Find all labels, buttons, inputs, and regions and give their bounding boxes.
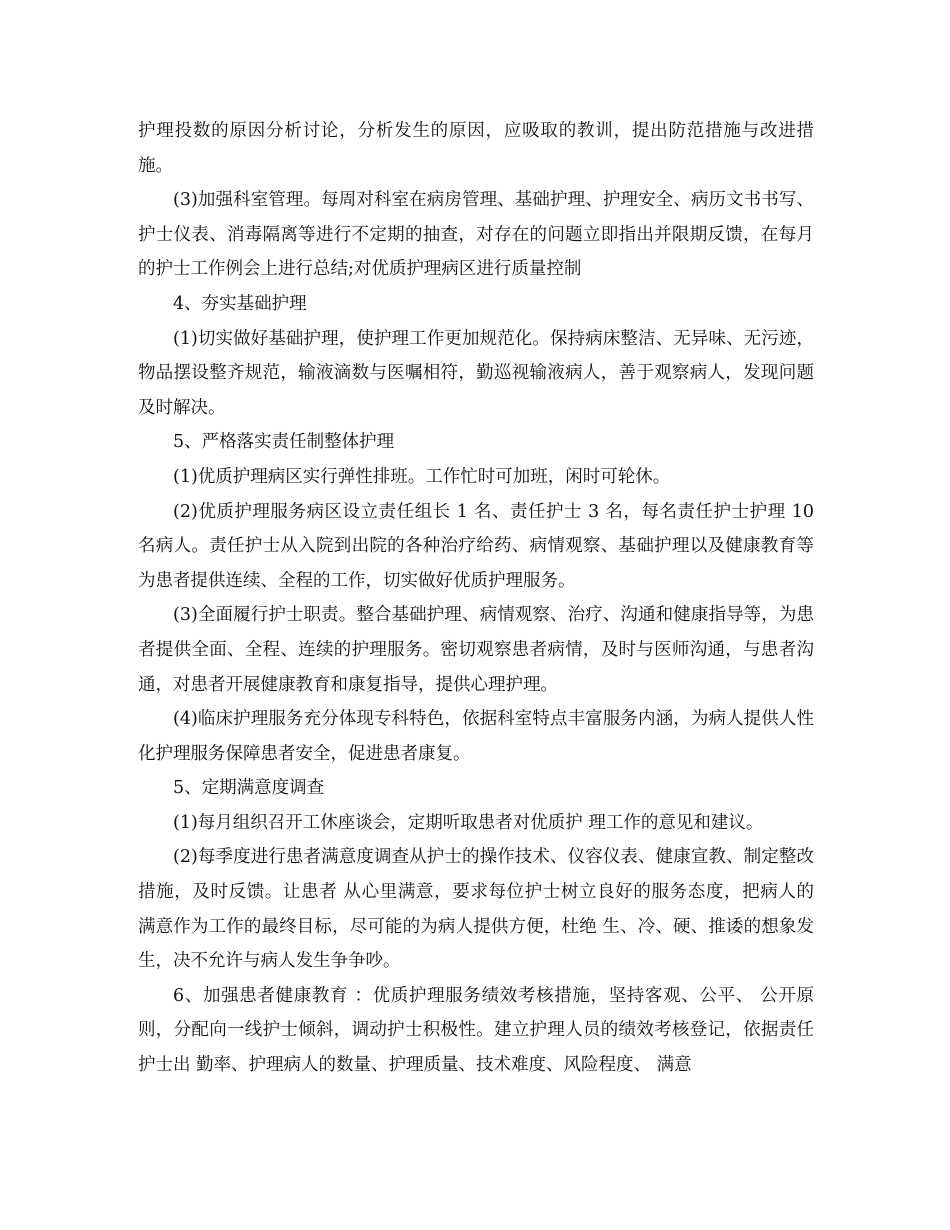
paragraph-9: (4)临床护理服务充分体现专科特色，依据科室特点丰富服务内涵，为病人提供人性化护理服务保障患者安全，促进患者康复。 bbox=[138, 709, 814, 764]
document-body bbox=[138, 114, 814, 1083]
section-heading-5b: 5、定期满意度调查 bbox=[173, 778, 325, 799]
paragraph-4: (1)切实做好基础护理，使护理工作更加规范化。保持病床整洁、无异味、无污迹，物品摆设整齐规范，输液滴数与医嘱相符，勤巡视输液病人，善于观察病人，发现问题及时解决。 bbox=[138, 328, 814, 418]
paragraph-13: 6、加强患者健康教育 ：优质护理服务绩效考核措施，坚持客观、公平、 公开原则，分配向一线护士倾斜，调动护士积极性。建立护理人员的绩效考核登记，依据责任护士出 勤率、护理病人的数量、护理质量、技术难度、风险程度、 满意 bbox=[138, 985, 814, 1076]
section-heading-5: 5、严格落实责任制整体护理 bbox=[173, 432, 395, 453]
paragraph-11: (1)每月组织召开工休座谈会，定期听取患者对优质护 理工作的意见和建议。 bbox=[173, 812, 764, 833]
paragraph-12: (2)每季度进行患者满意度调查从护士的操作技术、仪容仪表、健康宣教、制定整改措施，及时反馈。让患者 从心里满意，要求每位护士树立良好的服务态度，把病人的 满意作为工作的最终目标，尽可能的为病人提供方便，杜绝 生、冷、硬、推诿的想象发生，决不允许与病人发生争争吵。 bbox=[138, 847, 814, 972]
section-heading-4: 4、夯实基础护理 bbox=[173, 293, 307, 314]
paragraph-2: (3)加强科室管理。每周对科室在病房管理、基础护理、护理安全、病历文书书写、护士仪表、消毒隔离等进行不定期的抽查，对存在的问题立即指出并限期反馈，在每月的护士工作例会上进行总结;对优质护理病区进行质量控制 bbox=[138, 190, 814, 280]
paragraph-1: 护理投数的原因分析讨论，分析发生的原因，应吸取的教训，提出防范措施与改进措施。 bbox=[138, 121, 814, 176]
paragraph-7: (2)优质护理服务病区设立责任组长 1 名、责任护士 3 名，每名责任护士护理 10 名病人。责任护士从入院到出院的各种治疗给药、病情观察、基础护理以及健康教育等为患者提供连续、全程的工作，切实做好优质护理服务。 bbox=[138, 501, 814, 591]
paragraph-8: (3)全面履行护士职责。整合基础护理、病情观察、治疗、沟通和健康指导等，为患者提供全面、全程、连续的护理服务。密切观察患者病情，及时与医师沟通，与患者沟通，对患者开展健康教育和康复指导，提供心理护理。 bbox=[138, 605, 814, 695]
paragraph-6: (1)优质护理病区实行弹性排班。工作忙时可加班，闲时可轮休。 bbox=[173, 466, 671, 487]
